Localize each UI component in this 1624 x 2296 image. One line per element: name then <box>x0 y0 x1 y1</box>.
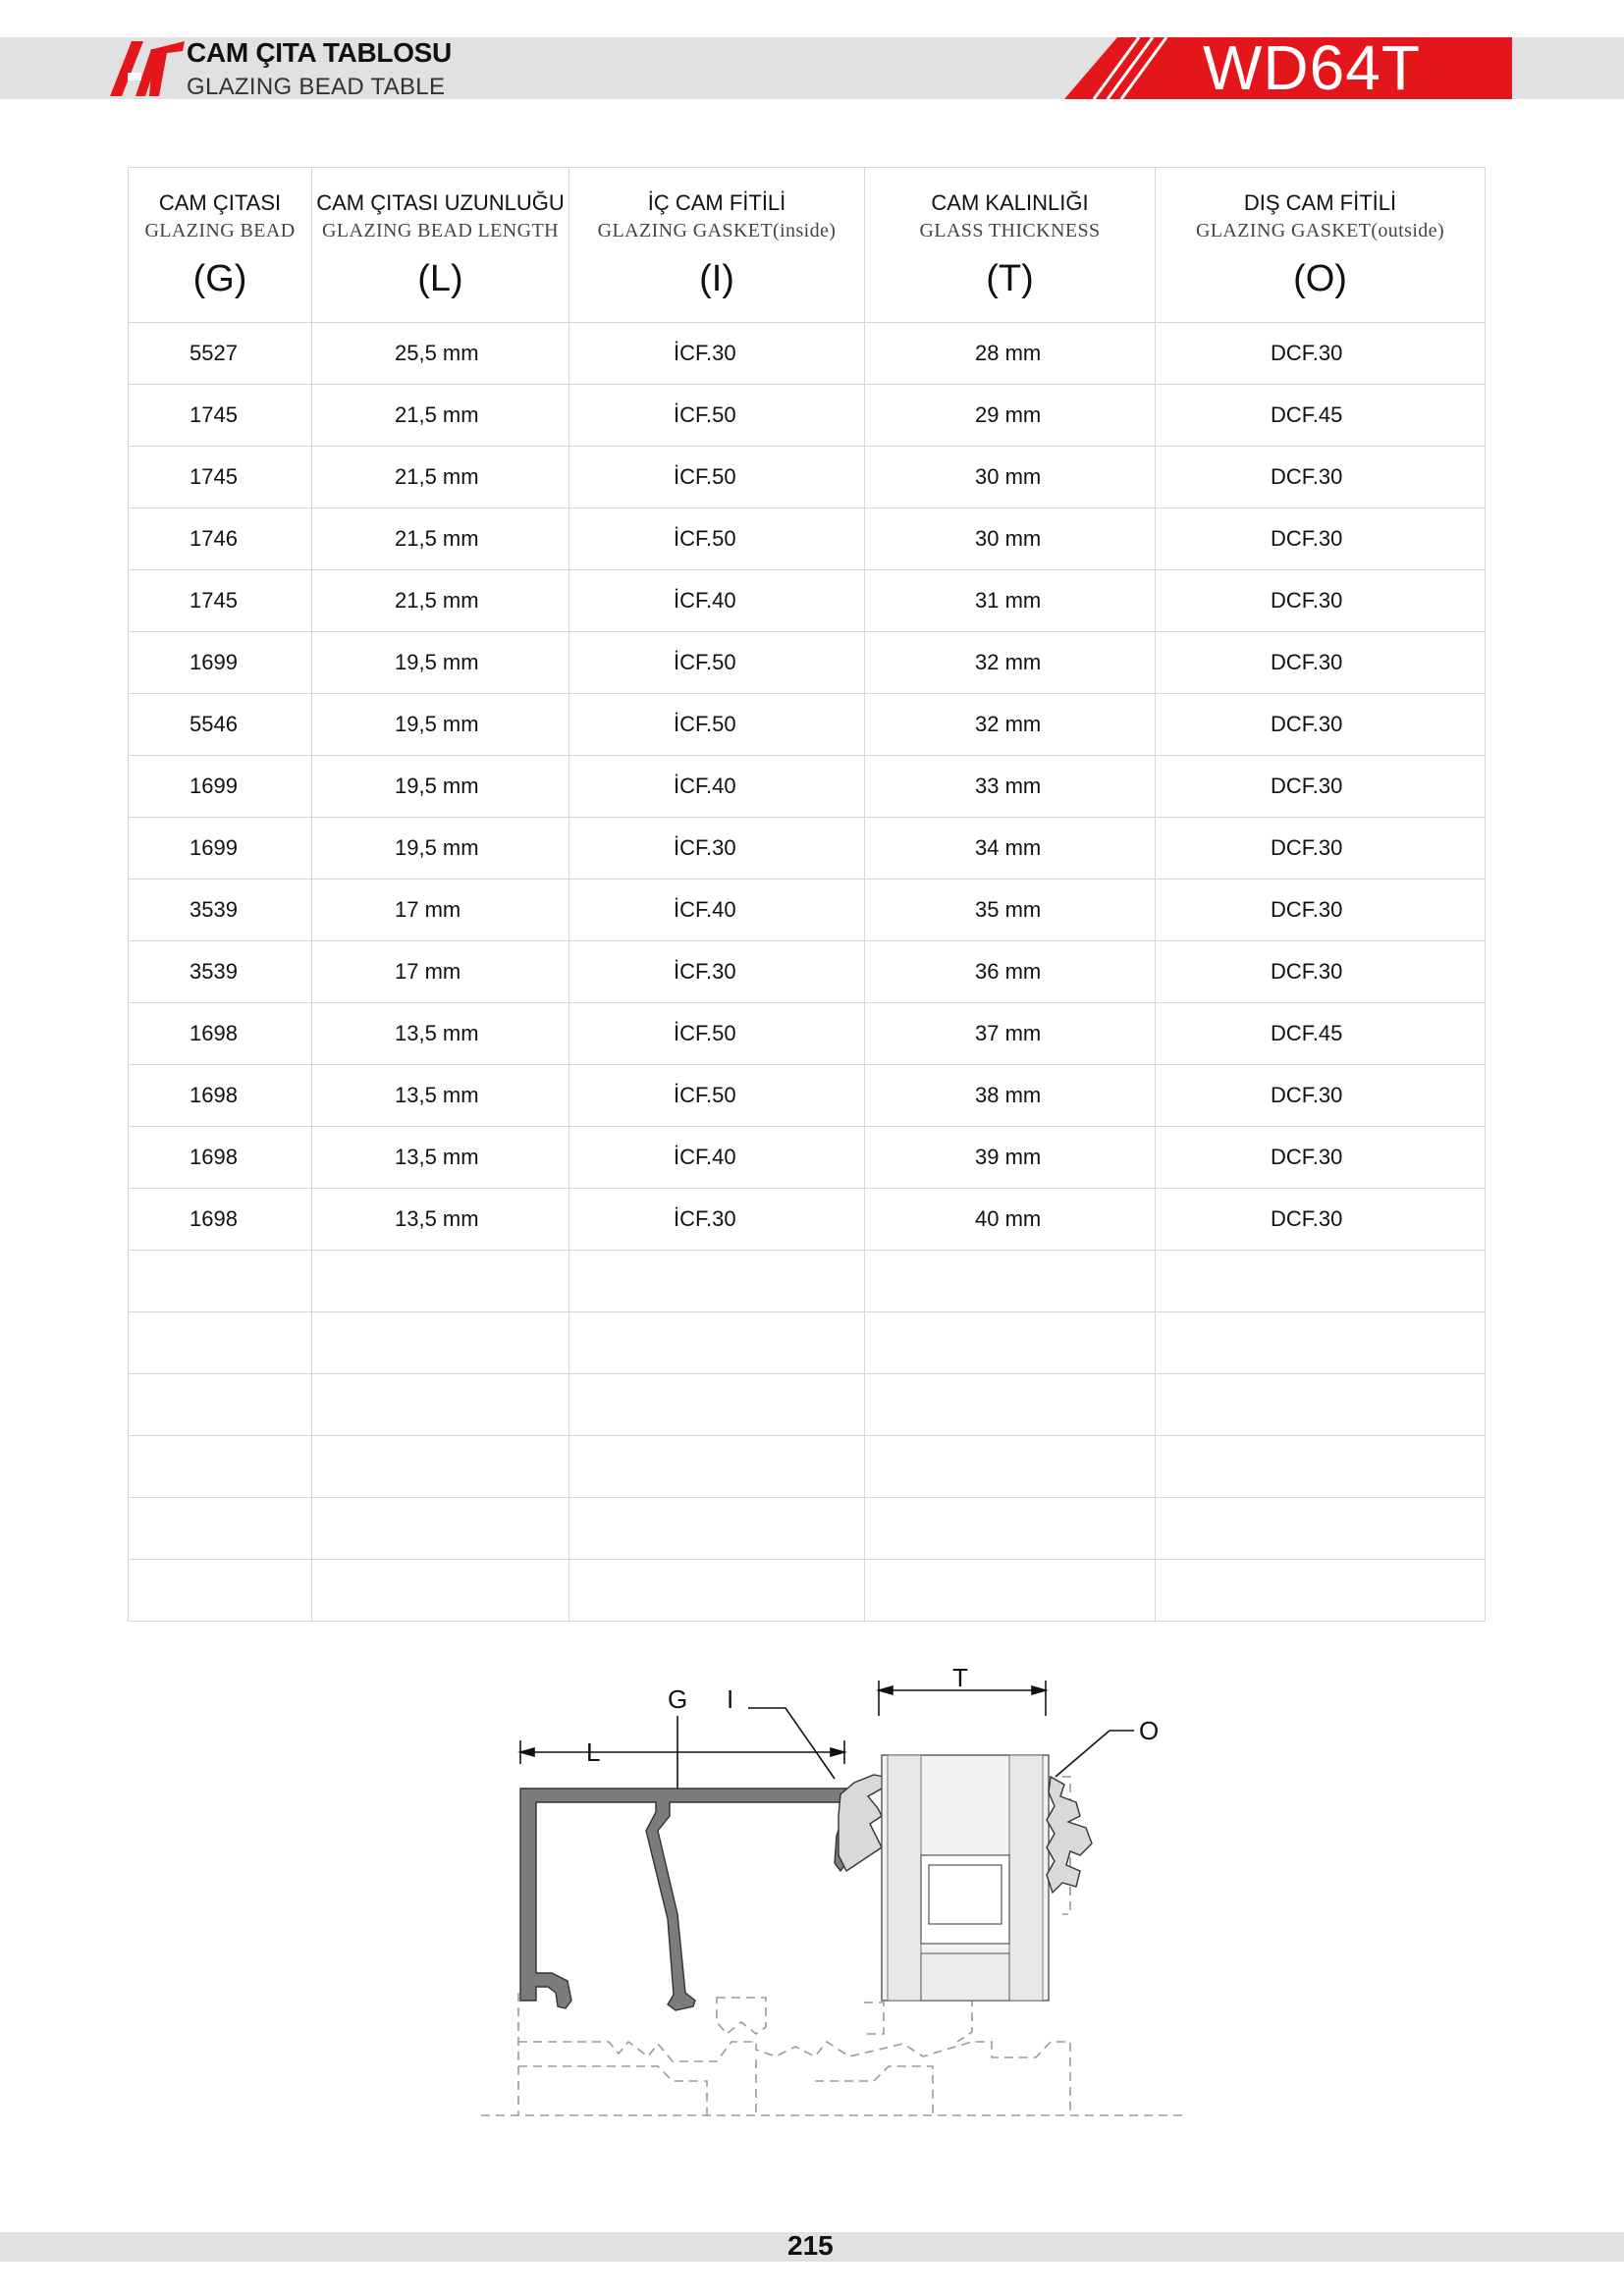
cell-bead-length: 13,5 mm <box>312 1127 569 1189</box>
cell-outside-gasket: DCF.30 <box>1156 694 1486 756</box>
table-row <box>129 1560 1486 1622</box>
table-row <box>129 1003 1486 1065</box>
cell-inside-gasket <box>569 1312 865 1374</box>
cell-inside-gasket: İCF.50 <box>569 694 865 756</box>
brand-logo <box>110 39 185 98</box>
cell-glass-thickness <box>865 1374 1156 1436</box>
cell-glass-thickness: 32 mm <box>865 694 1156 756</box>
table-row <box>129 1312 1486 1374</box>
cell-outside-gasket <box>1156 1251 1486 1312</box>
table-row <box>129 818 1486 880</box>
cell-bead-length: 19,5 mm <box>312 756 569 818</box>
cell-glazing-bead: 1698 <box>129 1189 312 1251</box>
label-i: I <box>727 1684 734 1714</box>
label-g: G <box>668 1684 688 1714</box>
cell-outside-gasket: DCF.30 <box>1156 1189 1486 1251</box>
table-row <box>129 1065 1486 1127</box>
cell-glass-thickness: 39 mm <box>865 1127 1156 1189</box>
cell-glass-thickness: 30 mm <box>865 447 1156 508</box>
glazing-section-drawing <box>461 1669 1188 2130</box>
cell-bead-length: 19,5 mm <box>312 694 569 756</box>
table-row <box>129 1436 1486 1498</box>
cell-glazing-bead <box>129 1374 312 1436</box>
cell-outside-gasket <box>1156 1560 1486 1622</box>
cell-glass-thickness: 33 mm <box>865 756 1156 818</box>
cell-bead-length <box>312 1436 569 1498</box>
cell-glazing-bead <box>129 1560 312 1622</box>
cell-outside-gasket <box>1156 1498 1486 1560</box>
column-header-glazing-bead <box>129 168 312 323</box>
cell-bead-length: 17 mm <box>312 880 569 941</box>
cell-inside-gasket: İCF.30 <box>569 323 865 385</box>
table-row <box>129 385 1486 447</box>
cell-glass-thickness: 36 mm <box>865 941 1156 1003</box>
table-row <box>129 756 1486 818</box>
column-title-en: GLAZING BEAD LENGTH <box>322 219 559 241</box>
cell-bead-length <box>312 1498 569 1560</box>
cell-outside-gasket: DCF.30 <box>1156 1065 1486 1127</box>
table-row <box>129 632 1486 694</box>
cell-inside-gasket: İCF.40 <box>569 880 865 941</box>
cell-glass-thickness: 32 mm <box>865 632 1156 694</box>
cell-inside-gasket: İCF.30 <box>569 1189 865 1251</box>
cell-inside-gasket: İCF.50 <box>569 508 865 570</box>
cell-glass-thickness <box>865 1498 1156 1560</box>
glass-pane <box>882 1755 1049 2001</box>
column-symbol: (O) <box>1293 257 1347 299</box>
cell-bead-length <box>312 1560 569 1622</box>
table-row <box>129 570 1486 632</box>
model-code: WD64T <box>1203 32 1421 103</box>
label-l: L <box>586 1737 601 1767</box>
cell-outside-gasket <box>1156 1374 1486 1436</box>
cell-glass-thickness <box>865 1436 1156 1498</box>
table-row <box>129 508 1486 570</box>
cell-inside-gasket: İCF.50 <box>569 1003 865 1065</box>
page-title: CAM ÇITA TABLOSU <box>187 37 452 68</box>
cell-outside-gasket: DCF.30 <box>1156 632 1486 694</box>
cell-glazing-bead: 1745 <box>129 385 312 447</box>
cell-outside-gasket: DCF.30 <box>1156 570 1486 632</box>
cell-glass-thickness <box>865 1560 1156 1622</box>
page-subtitle: GLAZING BEAD TABLE <box>187 74 446 100</box>
column-title-tr: DIŞ CAM FİTİLİ <box>1243 189 1397 215</box>
cell-outside-gasket: DCF.30 <box>1156 447 1486 508</box>
cell-inside-gasket <box>569 1560 865 1622</box>
cell-bead-length: 13,5 mm <box>312 1189 569 1251</box>
column-symbol: (T) <box>986 257 1034 299</box>
column-symbol: (I) <box>699 257 734 299</box>
table-row <box>129 1127 1486 1189</box>
cell-bead-length: 25,5 mm <box>312 323 569 385</box>
cell-outside-gasket <box>1156 1436 1486 1498</box>
column-symbol: (G) <box>192 257 247 299</box>
cell-glazing-bead: 1746 <box>129 508 312 570</box>
cell-inside-gasket <box>569 1251 865 1312</box>
cell-bead-length: 19,5 mm <box>312 632 569 694</box>
cell-glazing-bead: 1698 <box>129 1003 312 1065</box>
label-o: O <box>1139 1716 1160 1745</box>
cell-inside-gasket: İCF.50 <box>569 1065 865 1127</box>
cell-inside-gasket <box>569 1436 865 1498</box>
column-title-tr: CAM KALINLIĞI <box>931 189 1089 215</box>
cell-inside-gasket: İCF.30 <box>569 818 865 880</box>
cell-glazing-bead: 3539 <box>129 880 312 941</box>
column-title-en: GLASS THICKNESS <box>919 219 1101 241</box>
table-row <box>129 880 1486 941</box>
cell-glass-thickness: 40 mm <box>865 1189 1156 1251</box>
cell-glass-thickness: 37 mm <box>865 1003 1156 1065</box>
cell-outside-gasket: DCF.45 <box>1156 385 1486 447</box>
table-header-row <box>129 168 1486 323</box>
label-t: T <box>952 1669 968 1692</box>
cell-outside-gasket: DCF.30 <box>1156 941 1486 1003</box>
cell-outside-gasket: DCF.30 <box>1156 818 1486 880</box>
column-title-tr: CAM ÇITASI <box>158 189 282 215</box>
cell-glass-thickness: 34 mm <box>865 818 1156 880</box>
cell-inside-gasket: İCF.50 <box>569 632 865 694</box>
cell-inside-gasket: İCF.40 <box>569 756 865 818</box>
cell-glazing-bead: 1699 <box>129 818 312 880</box>
cell-outside-gasket: DCF.45 <box>1156 1003 1486 1065</box>
table-row <box>129 1189 1486 1251</box>
cell-inside-gasket: İCF.40 <box>569 570 865 632</box>
column-title-en: GLAZING GASKET(inside) <box>597 219 837 241</box>
cell-glazing-bead: 1698 <box>129 1127 312 1189</box>
cell-outside-gasket: DCF.30 <box>1156 323 1486 385</box>
cell-glazing-bead: 1698 <box>129 1065 312 1127</box>
cell-glazing-bead <box>129 1498 312 1560</box>
cell-inside-gasket <box>569 1374 865 1436</box>
cell-bead-length <box>312 1312 569 1374</box>
cell-outside-gasket <box>1156 1312 1486 1374</box>
cell-bead-length: 17 mm <box>312 941 569 1003</box>
cell-bead-length <box>312 1374 569 1436</box>
cell-inside-gasket: İCF.30 <box>569 941 865 1003</box>
cell-glazing-bead: 1699 <box>129 632 312 694</box>
column-title-tr: CAM ÇITASI UZUNLUĞU <box>316 189 565 215</box>
table-row <box>129 323 1486 385</box>
cell-glass-thickness: 28 mm <box>865 323 1156 385</box>
cell-bead-length: 13,5 mm <box>312 1065 569 1127</box>
cell-bead-length: 13,5 mm <box>312 1003 569 1065</box>
outer-gasket <box>1047 1777 1092 1893</box>
cell-outside-gasket: DCF.30 <box>1156 880 1486 941</box>
column-symbol: (L) <box>417 257 463 299</box>
table-row <box>129 694 1486 756</box>
glazing-bead-profile <box>520 1789 854 2010</box>
cell-inside-gasket: İCF.50 <box>569 447 865 508</box>
cell-bead-length: 21,5 mm <box>312 570 569 632</box>
glazing-bead-table <box>128 167 1486 1622</box>
cell-outside-gasket: DCF.30 <box>1156 1127 1486 1189</box>
cell-glazing-bead: 5527 <box>129 323 312 385</box>
cell-outside-gasket: DCF.30 <box>1156 756 1486 818</box>
column-title-tr: İÇ CAM FİTİLİ <box>647 189 786 215</box>
column-title-en: GLAZING GASKET(outside) <box>1195 219 1445 241</box>
cell-glass-thickness: 38 mm <box>865 1065 1156 1127</box>
cell-glazing-bead <box>129 1251 312 1312</box>
cell-glazing-bead <box>129 1312 312 1374</box>
column-title-en: GLAZING BEAD <box>144 219 296 241</box>
table-row <box>129 941 1486 1003</box>
cell-glazing-bead <box>129 1436 312 1498</box>
table-row <box>129 1251 1486 1312</box>
cell-glass-thickness: 29 mm <box>865 385 1156 447</box>
cell-glass-thickness: 35 mm <box>865 880 1156 941</box>
table-row <box>129 447 1486 508</box>
cell-inside-gasket: İCF.50 <box>569 385 865 447</box>
column-header-inside-gasket <box>569 168 865 323</box>
cell-glass-thickness: 30 mm <box>865 508 1156 570</box>
cell-glass-thickness <box>865 1312 1156 1374</box>
cell-bead-length: 21,5 mm <box>312 508 569 570</box>
table-row <box>129 1374 1486 1436</box>
cell-inside-gasket <box>569 1498 865 1560</box>
cell-glass-thickness <box>865 1251 1156 1312</box>
column-header-bead-length <box>312 168 569 323</box>
cell-bead-length <box>312 1251 569 1312</box>
cell-glazing-bead: 1745 <box>129 447 312 508</box>
cell-outside-gasket: DCF.30 <box>1156 508 1486 570</box>
cell-bead-length: 21,5 mm <box>312 385 569 447</box>
cell-inside-gasket: İCF.40 <box>569 1127 865 1189</box>
cell-glazing-bead: 5546 <box>129 694 312 756</box>
cell-glazing-bead: 3539 <box>129 941 312 1003</box>
cell-glazing-bead: 1699 <box>129 756 312 818</box>
page-number: 215 <box>787 2230 834 2261</box>
column-header-glass-thickness <box>865 168 1156 323</box>
cell-bead-length: 21,5 mm <box>312 447 569 508</box>
table-row <box>129 1498 1486 1560</box>
cell-glass-thickness: 31 mm <box>865 570 1156 632</box>
cell-glazing-bead: 1745 <box>129 570 312 632</box>
cell-bead-length: 19,5 mm <box>312 818 569 880</box>
column-header-outside-gasket <box>1156 168 1486 323</box>
